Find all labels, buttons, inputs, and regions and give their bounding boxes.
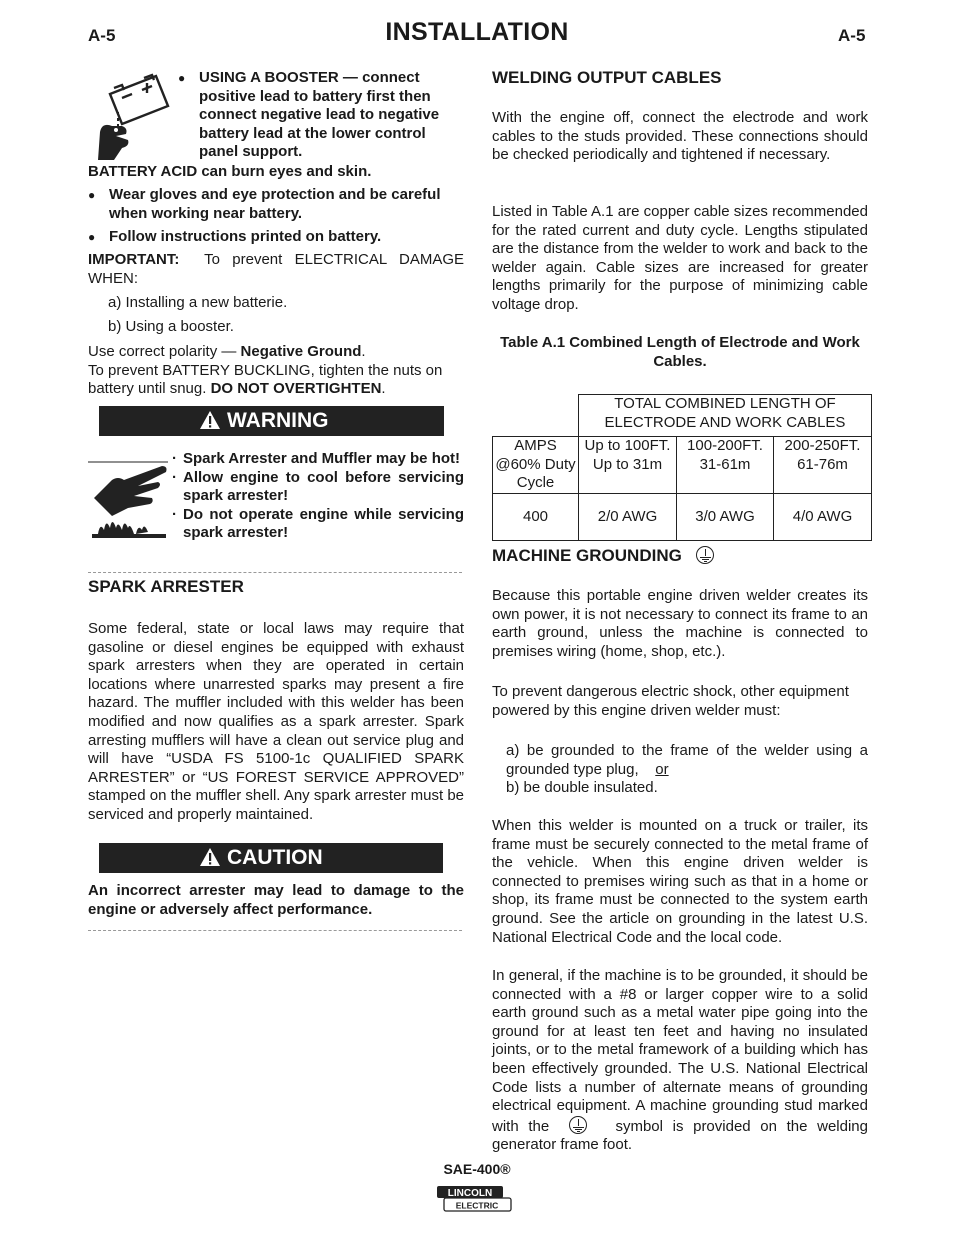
table-cell: 3/0 AWG xyxy=(677,494,774,541)
warning-triangle-icon xyxy=(199,410,221,430)
page-code-right: A-5 xyxy=(838,26,866,45)
polarity-note: Use correct polarity — Negative Ground. To prevent BATTERY BUCKLING, tighten the nuts on battery until snug. DO NOT OVERTIGHTEN. xyxy=(88,343,443,398)
welding-cables-p1: With the engine off, connect the electrode and work cables to the studs provided. These connections should be checked periodically and tightened if necessary. xyxy=(492,109,868,164)
welding-cables-heading: WELDING OUTPUT CABLES xyxy=(492,68,722,87)
caution-text: An incorrect arrester may lead to damage to the engine or adversely affect performance. xyxy=(88,882,464,918)
grounding-p3: When this welder is mounted on a truck or trailer, its frame must be securely connected to the metal frame of the vehicle. When this engine driven welder is connected to premises wiring such as that in a home or shop, its frame must be connected to the system earth ground. See the article on grounding in the latest U.S. National Electrical Code and the local code. xyxy=(492,817,868,946)
spark-arrester-body: Some federal, state or local laws may require that gasoline or diesel engines be equipped with exhaust spark arresters when they are operated in certain locations where unarrested sparks may present a fire hazard. The muffler included with this welder has been modified and now qualifies as a spark arrester. Spark arresting mufflers will have a clean out service plug and will have “USDA FS 5100-1c QUALIFIED SPARK ARRESTER” or “US FOREST SERVICE APPROVED” stamped on the muffler shell. Any spark arrester must be serviced and properly maintained. xyxy=(88,620,464,823)
table-cell-amps: 400 xyxy=(493,494,579,541)
ground-symbol-icon xyxy=(569,1116,587,1134)
battery-acid-warning: BATTERY ACID can burn eyes and skin. xyxy=(88,163,372,180)
grounding-p4: In general, if the machine is to be grounded, it should be connected with a #8 or larger copper wire to a solid earth ground such as a metal water pipe going into the ground for at least ten feet and having no insulated joints, or to the metal framework of a building which has been effectively grounded. The U.S. National Electrical Code lists a number of alternate means of grounding electrical equipment. A machine grounding stud marked with the symbol is provided on the welding generator frame foot. xyxy=(492,967,868,1154)
cable-size-table xyxy=(492,394,872,541)
table-col-header: 200-250FT. 61-76m xyxy=(774,437,872,494)
grounding-item-b: b) be double insulated. xyxy=(506,779,658,796)
important-item-b: b) Using a booster. xyxy=(108,318,234,335)
caution-banner xyxy=(99,843,443,873)
table-cell: 4/0 AWG xyxy=(774,494,872,541)
warning-item-servicing: · Do not operate engine while servicing spark arrester! xyxy=(172,506,464,543)
important-item-a: a) Installing a new batterie. xyxy=(108,294,288,311)
booster-instruction: ● USING A BOOSTER — connect positive lead to battery first then connect negative lead to negative battery lead at the lower control panel support. xyxy=(178,69,464,162)
grounding-p2: To prevent dangerous electric shock, other equipment powered by this engine driven welder must: xyxy=(492,683,849,719)
lincoln-electric-logo xyxy=(436,1185,512,1212)
warning-label: WARNING xyxy=(227,409,329,432)
gloves-bullet: ● Wear gloves and eye protection and be careful when working near battery. xyxy=(88,186,464,223)
grounding-p1: Because this portable engine driven welder creates its own power, it is not necessary to connect its frame to an earth ground, unless the machine is connected to premises wiring (home, shop, etc.). xyxy=(492,587,868,660)
divider xyxy=(88,572,462,573)
table-caption: Table A.1 Combined Length of Electrode and Work Cables. xyxy=(500,334,860,370)
important-note: IMPORTANT: To prevent ELECTRICAL DAMAGE WHEN: xyxy=(88,251,464,287)
grounding-item-a: a) be grounded to the frame of the welder using a grounded type plug, or xyxy=(506,742,868,778)
divider xyxy=(88,930,462,931)
hot-surface-icon xyxy=(88,458,174,540)
svg-text:LINCOLN: LINCOLN xyxy=(447,1188,493,1199)
table-cell: 2/0 AWG xyxy=(579,494,677,541)
table-row-header: AMPS @60% Duty Cycle xyxy=(493,437,579,494)
table-group-header: TOTAL COMBINED LENGTH OF ELECTRODE AND WORK CABLES xyxy=(579,395,872,437)
warning-banner xyxy=(99,406,444,436)
caution-triangle-icon xyxy=(199,847,221,867)
page-code-left: A-5 xyxy=(88,26,116,45)
welding-cables-p2: Listed in Table A.1 are copper cable sizes recommended for the rated current and duty cycle. Lengths stipulated are the distance from the welder to work and back to the welder again. Cable sizes are increased for greater lengths primarily for the purpose of minimizing cable voltage drop. xyxy=(492,203,868,313)
ground-symbol-icon xyxy=(696,546,714,564)
table-col-header: Up to 100FT. Up to 31m xyxy=(579,437,677,494)
warning-item-hot: · Spark Arrester and Muffler may be hot! xyxy=(172,450,464,469)
machine-grounding-heading: MACHINE GROUNDING xyxy=(492,546,868,566)
spark-arrester-heading: SPARK ARRESTER xyxy=(88,577,244,596)
warning-item-cool: · Allow engine to cool before servicing spark arrester! xyxy=(172,469,464,506)
table-col-header: 100-200FT. 31-61m xyxy=(677,437,774,494)
caution-label: CAUTION xyxy=(227,846,323,869)
svg-text:ELECTRIC: ELECTRIC xyxy=(455,1200,499,1211)
follow-instructions-bullet: ● Follow instructions printed on battery. xyxy=(88,228,464,247)
page-title: INSTALLATION xyxy=(385,18,569,46)
battery-acid-icon xyxy=(92,68,174,160)
model-name: SAE-400® xyxy=(443,1161,511,1177)
